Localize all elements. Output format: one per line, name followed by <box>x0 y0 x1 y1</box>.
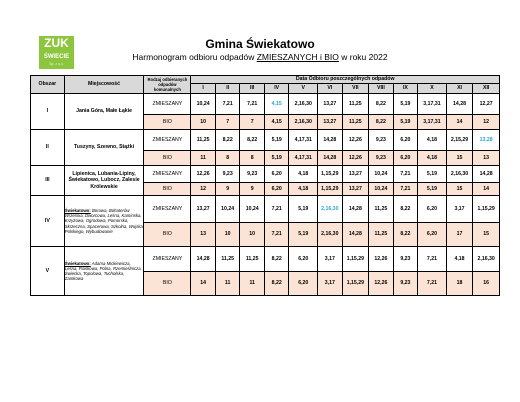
month-header: V <box>289 84 318 94</box>
subtitle-highlight: ZMIESZANYCH i BIO <box>256 52 339 62</box>
places-line: Lipienica, Lubania-Lipiny, <box>72 170 136 177</box>
places-line: Jania Góra, Małe Łąkie <box>76 108 133 115</box>
bio-date-cell: 11 <box>240 272 265 296</box>
waste-type-mixed: ZMIESZANY <box>144 196 191 223</box>
mixed-date-cell: 10,24 <box>215 196 240 223</box>
bio-date-cell: 11 <box>215 272 240 296</box>
mixed-date-cell: 12,26 <box>342 130 369 151</box>
month-header: IV <box>264 84 289 94</box>
mixed-date-cell: 3,17 <box>318 247 343 272</box>
header-places: Miejscowość <box>64 76 144 94</box>
bio-date-cell: 9 <box>215 183 240 196</box>
table-row <box>31 94 500 115</box>
bio-date-cell: 13,27 <box>318 115 343 130</box>
bio-date-cell: 3,17 <box>318 272 343 296</box>
month-header: VI <box>318 84 343 94</box>
mixed-date-cell: 7,21 <box>215 94 240 115</box>
mixed-date-cell: 8,22 <box>369 94 394 115</box>
month-header: IX <box>393 84 418 94</box>
bio-date-cell: 13 <box>191 223 216 247</box>
mixed-date-cell: 11,25 <box>240 247 265 272</box>
bio-date-cell: 16 <box>473 272 500 296</box>
waste-type-mixed: ZMIESZANY <box>144 94 191 115</box>
mixed-date-cell: 8,22 <box>393 196 418 223</box>
mixed-date-cell: 14,28 <box>342 196 369 223</box>
bio-date-cell: 7 <box>215 115 240 130</box>
mixed-date-cell: 13,27 <box>191 196 216 223</box>
bio-date-cell: 8,22 <box>393 223 418 247</box>
month-header: VII <box>342 84 369 94</box>
mixed-date-cell: 9,23 <box>215 166 240 183</box>
mixed-date-cell: 12,26 <box>191 166 216 183</box>
bio-date-cell: 5,19 <box>393 115 418 130</box>
bio-date-cell: 13,27 <box>342 183 369 196</box>
mixed-date-cell: 14,28 <box>473 166 500 183</box>
mixed-date-cell: 1,15,29 <box>318 166 343 183</box>
places-lead: Świekatowo: <box>64 260 91 266</box>
mixed-date-cell: 8,22 <box>264 247 289 272</box>
mixed-date-cell: 10,24 <box>369 166 394 183</box>
mixed-date-cell: 1,15,29 <box>473 196 500 223</box>
mixed-date-cell: 5,19 <box>289 196 318 223</box>
mixed-date-cell: 5,19 <box>393 94 418 115</box>
mixed-date-cell: 14,28 <box>191 247 216 272</box>
bio-date-cell: 18 <box>446 272 473 296</box>
mixed-date-cell: 1,15,29 <box>342 247 369 272</box>
bio-date-cell: 6,20 <box>418 223 447 247</box>
mixed-date-cell: 6,20 <box>289 247 318 272</box>
mixed-date-cell: 11,25 <box>342 94 369 115</box>
mixed-date-cell: 6,20 <box>418 196 447 223</box>
mixed-date-cell: 4,17,31 <box>289 130 318 151</box>
logo-tagline: Sp. z o.o. <box>49 62 64 66</box>
mixed-date-cell: 7,21 <box>240 94 265 115</box>
mixed-date-cell: 2,16,30 <box>289 94 318 115</box>
mixed-date-cell: 8,22 <box>215 130 240 151</box>
schedule-table <box>30 75 500 296</box>
bio-date-cell: 4,18 <box>289 183 318 196</box>
header-dates: Data Odbioru poszczególnych odpadów <box>191 76 500 84</box>
places-line: Królewskie <box>90 183 118 190</box>
places-line: Świekatowo, Lubocz, Zalesie <box>68 177 140 184</box>
bio-date-cell: 12 <box>473 115 500 130</box>
bio-date-cell: 15 <box>446 183 473 196</box>
bio-date-cell: 14,28 <box>318 151 343 166</box>
mixed-date-cell: 4,15 <box>264 94 289 115</box>
area-id: IV <box>31 196 65 247</box>
mixed-date-cell: 11,25 <box>191 130 216 151</box>
bio-date-cell: 11,25 <box>342 115 369 130</box>
bio-date-cell: 4,15 <box>264 115 289 130</box>
bio-date-cell: 7,21 <box>393 183 418 196</box>
bio-date-cell: 7 <box>240 115 265 130</box>
places-line: Tuszyny, Szewno, Stążki <box>74 144 135 151</box>
page-subtitle <box>0 52 520 62</box>
area-id: II <box>31 130 65 166</box>
month-header: I <box>191 84 216 94</box>
mixed-date-cell: 12,27 <box>473 94 500 115</box>
bio-date-cell: 2,16,30 <box>289 115 318 130</box>
bio-date-cell: 8,22 <box>264 272 289 296</box>
mixed-date-cell: 5,19 <box>418 166 447 183</box>
subtitle-pre: Harmonogram odbioru odpadów <box>132 52 257 62</box>
table-row <box>31 196 500 223</box>
mixed-date-cell: 2,15,29 <box>446 130 473 151</box>
mixed-date-cell: 2,16,30 <box>318 196 343 223</box>
area-places <box>64 196 144 247</box>
mixed-date-cell: 6,20 <box>393 130 418 151</box>
logo-town: ŚWIECIE <box>43 54 70 60</box>
places-streets: Borowa, Bohaterów Września, Dworcowa, Leśna, Kaminska, Krzyżowa, Ogrodowa, Pomorska, Skrzeczna, Spacerowa, Szkolna, Wojska Polskiego, Wybudowanie <box>64 207 143 234</box>
bio-date-cell: 12,26 <box>369 272 394 296</box>
mixed-date-cell: 9,23 <box>240 166 265 183</box>
mixed-date-cell: 10,24 <box>191 94 216 115</box>
waste-type-mixed: ZMIESZANY <box>144 247 191 272</box>
month-header: VIII <box>369 84 394 94</box>
mixed-date-cell: 14,28 <box>446 94 473 115</box>
mixed-date-cell: 10,24 <box>240 196 265 223</box>
mixed-date-cell: 2,16,30 <box>473 247 500 272</box>
area-id: I <box>31 94 65 130</box>
mixed-date-cell: 8,22 <box>240 130 265 151</box>
month-header: II <box>215 84 240 94</box>
area-id: V <box>31 247 65 296</box>
mixed-date-cell: 13,27 <box>342 166 369 183</box>
waste-type-bio: BIO <box>144 151 191 166</box>
bio-date-cell: 4,18 <box>418 151 447 166</box>
page-title: Gmina Świekatowo <box>205 37 315 51</box>
bio-date-cell: 10,24 <box>369 183 394 196</box>
waste-type-mixed: ZMIESZANY <box>144 130 191 151</box>
area-places <box>64 247 144 296</box>
subtitle-post: w roku 2022 <box>338 52 388 62</box>
bio-date-cell: 14,28 <box>342 223 369 247</box>
mixed-date-cell: 11,25 <box>369 196 394 223</box>
bio-date-cell: 5,19 <box>289 223 318 247</box>
bio-date-cell: 8,22 <box>369 115 394 130</box>
table-row <box>31 166 500 183</box>
mixed-date-cell: 9,23 <box>393 247 418 272</box>
bio-date-cell: 5,19 <box>418 183 447 196</box>
bio-date-cell: 9,23 <box>369 151 394 166</box>
places-lead: Świekatowo: <box>64 207 91 213</box>
bio-date-cell: 15 <box>473 223 500 247</box>
mixed-date-cell: 12,26 <box>369 247 394 272</box>
bio-date-cell: 1,15,29 <box>342 272 369 296</box>
header-area: Obszar <box>31 76 65 94</box>
mixed-date-cell: 3,17,31 <box>418 94 447 115</box>
bio-date-cell: 8 <box>240 151 265 166</box>
bio-date-cell: 14 <box>191 272 216 296</box>
bio-date-cell: 6,20 <box>393 151 418 166</box>
mixed-date-cell: 6,20 <box>264 166 289 183</box>
waste-type-bio: BIO <box>144 272 191 296</box>
month-header: XI <box>446 84 473 94</box>
mixed-date-cell: 4,18 <box>418 130 447 151</box>
bio-date-cell: 11 <box>191 151 216 166</box>
bio-date-cell: 2,16,30 <box>318 223 343 247</box>
mixed-date-cell: 4,18 <box>289 166 318 183</box>
bio-date-cell: 6,20 <box>264 183 289 196</box>
table-row <box>31 247 500 272</box>
month-header: X <box>418 84 447 94</box>
area-places <box>64 166 144 196</box>
bio-date-cell: 4,17,31 <box>289 151 318 166</box>
area-places <box>64 94 144 130</box>
bio-date-cell: 9,23 <box>393 272 418 296</box>
bio-date-cell: 3,17,31 <box>418 115 447 130</box>
bio-date-cell: 12,26 <box>342 151 369 166</box>
bio-date-cell: 7,21 <box>264 223 289 247</box>
table-row <box>31 130 500 151</box>
mixed-date-cell: 2,16,30 <box>446 166 473 183</box>
area-places <box>64 130 144 166</box>
mixed-date-cell: 11,25 <box>215 247 240 272</box>
bio-date-cell: 13 <box>473 151 500 166</box>
mixed-date-cell: 13,27 <box>318 94 343 115</box>
mixed-date-cell: 3,17 <box>446 196 473 223</box>
logo-letters: ZUK <box>44 36 69 50</box>
mixed-date-cell: 13,28 <box>473 130 500 151</box>
bio-date-cell: 5,19 <box>264 151 289 166</box>
month-header: XII <box>473 84 500 94</box>
bio-date-cell: 17 <box>446 223 473 247</box>
waste-type-mixed: ZMIESZANY <box>144 166 191 183</box>
bio-date-cell: 14 <box>473 183 500 196</box>
bio-date-cell: 15 <box>446 151 473 166</box>
mixed-date-cell: 14,28 <box>318 130 343 151</box>
bio-date-cell: 10 <box>191 115 216 130</box>
mixed-date-cell: 7,21 <box>264 196 289 223</box>
bio-date-cell: 9 <box>240 183 265 196</box>
area-id: III <box>31 166 65 196</box>
waste-type-bio: BIO <box>144 223 191 247</box>
mixed-date-cell: 4,18 <box>446 247 473 272</box>
mixed-date-cell: 7,21 <box>393 166 418 183</box>
bio-date-cell: 8 <box>215 151 240 166</box>
places-streets: Adama Mickiewicza, Leśna, Piaskowa, Polna, Rzemieślnicza, Świecka, Topolowa, Tucholska, Zamkowa <box>64 260 142 282</box>
bio-date-cell: 11,25 <box>369 223 394 247</box>
bio-date-cell: 1,15,29 <box>318 183 343 196</box>
mixed-date-cell: 9,23 <box>369 130 394 151</box>
mixed-date-cell: 7,21 <box>418 247 447 272</box>
mixed-date-cell: 5,19 <box>264 130 289 151</box>
waste-type-bio: BIO <box>144 115 191 130</box>
bio-date-cell: 14 <box>446 115 473 130</box>
header-waste-type: Rodzaj odbieranych odpadów komunalnych <box>144 76 191 94</box>
month-header: III <box>240 84 265 94</box>
bio-date-cell: 10 <box>240 223 265 247</box>
bio-date-cell: 12 <box>191 183 216 196</box>
bio-date-cell: 7,21 <box>418 272 447 296</box>
bio-date-cell: 10 <box>215 223 240 247</box>
waste-type-bio: BIO <box>144 183 191 196</box>
bio-date-cell: 6,20 <box>289 272 318 296</box>
